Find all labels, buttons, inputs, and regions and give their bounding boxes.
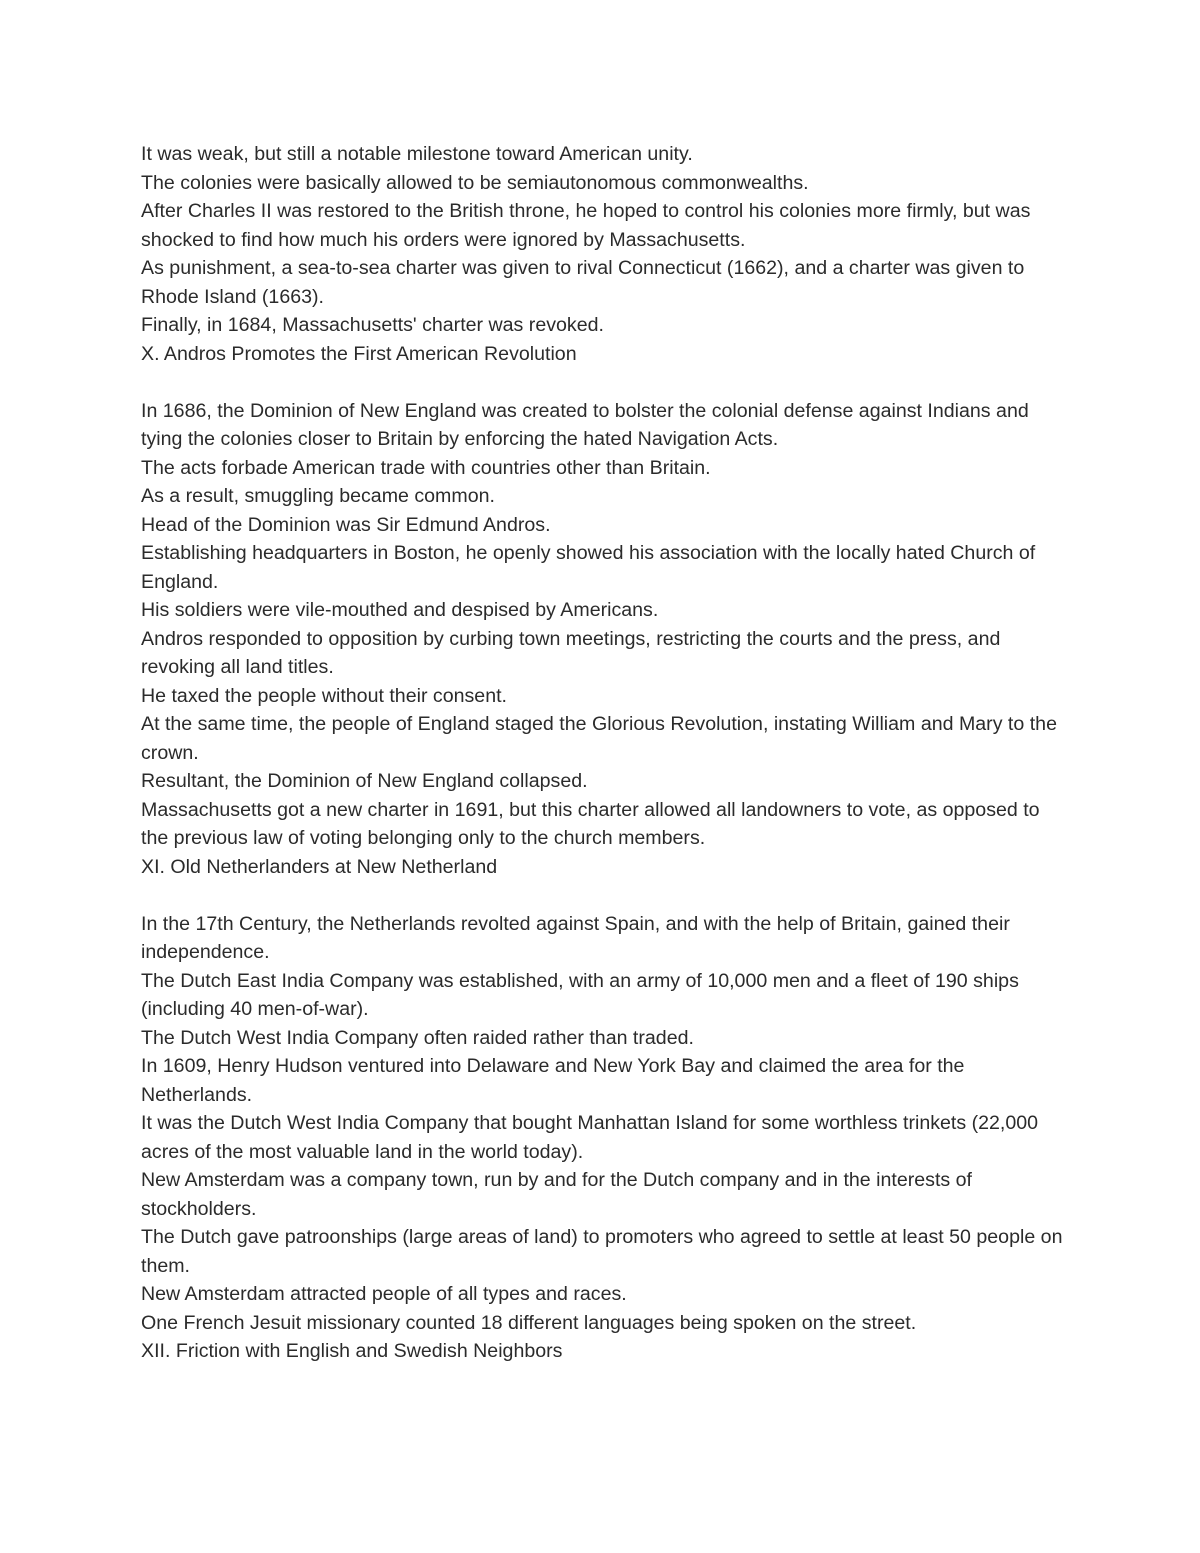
paragraph: The colonies were basically allowed to be semiautonomous commonwealths. bbox=[141, 171, 809, 194]
paragraph: It was the Dutch West India Company that bought Manhattan Island for some worthless trinkets (22,000 acres of the most valuable land in the world today). bbox=[141, 1112, 1039, 1163]
paragraph: In 1609, Henry Hudson ventured into Delaware and New York Bay and claimed the area for the Netherlands. bbox=[141, 1055, 965, 1106]
document-body bbox=[141, 140, 1071, 1366]
paragraph: After Charles II was restored to the British throne, he hoped to control his colonies more firmly, but was shocked to find how much his orders were ignored by Massachusetts. bbox=[141, 200, 1031, 251]
blank-line bbox=[141, 881, 1071, 910]
paragraph: Andros responded to opposition by curbing town meetings, restricting the courts and the press, and revoking all land titles. bbox=[141, 627, 1001, 678]
paragraph: As a result, smuggling became common. bbox=[141, 485, 495, 507]
paragraph: Resultant, the Dominion of New England collapsed. bbox=[141, 770, 588, 792]
paragraph: One French Jesuit missionary counted 18 different languages being spoken on the street. bbox=[141, 1311, 917, 1334]
paragraph: The Dutch East India Company was established, with an army of 10,000 men and a fleet of 190 ships (including 40 men-of-war). bbox=[141, 969, 1019, 1020]
paragraph: At the same time, the people of England staged the Glorious Revolution, instating William and Mary to the crown. bbox=[141, 713, 1057, 764]
paragraph: New Amsterdam attracted people of all types and races. bbox=[141, 1283, 627, 1305]
section-heading: XI. Old Netherlanders at New Netherland bbox=[141, 855, 498, 878]
paragraph: He taxed the people without their consent. bbox=[141, 684, 507, 707]
paragraph: Massachusetts got a new charter in 1691, but this charter allowed all landowners to vote, as opposed to the previous law of voting belonging only to the church members. bbox=[141, 798, 1040, 849]
paragraph: It was weak, but still a notable milestone toward American unity. bbox=[141, 143, 693, 165]
paragraph: As punishment, a sea-to-sea charter was given to rival Connecticut (1662), and a charter was given to Rhode Island (1663). bbox=[141, 257, 1025, 308]
paragraph: His soldiers were vile-mouthed and despised by Americans. bbox=[141, 599, 659, 621]
paragraph: In 1686, the Dominion of New England was created to bolster the colonial defense against Indians and tying the colonies closer to Britain by enforcing the hated Navigation Acts. bbox=[141, 399, 1029, 450]
paragraph: The acts forbade American trade with countries other than Britain. bbox=[141, 456, 711, 479]
paragraph: New Amsterdam was a company town, run by and for the Dutch company and in the interests of stockholders. bbox=[141, 1169, 972, 1220]
paragraph: The Dutch gave patroonships (large areas of land) to promoters who agreed to settle at least 50 people on them. bbox=[141, 1226, 1063, 1277]
paragraph: In the 17th Century, the Netherlands revolted against Spain, and with the help of Britain, gained their independence. bbox=[141, 912, 1010, 963]
paragraph: Head of the Dominion was Sir Edmund Andros. bbox=[141, 513, 551, 536]
paragraph: Finally, in 1684, Massachusetts' charter was revoked. bbox=[141, 314, 604, 336]
paragraph: Establishing headquarters in Boston, he openly showed his association with the locally hated Church of England. bbox=[141, 542, 1036, 593]
blank-line bbox=[141, 368, 1071, 397]
section-heading: X. Andros Promotes the First American Revolution bbox=[141, 342, 577, 365]
paragraph: The Dutch West India Company often raided rather than traded. bbox=[141, 1026, 694, 1049]
section-heading: XII. Friction with English and Swedish Neighbors bbox=[141, 1340, 563, 1362]
